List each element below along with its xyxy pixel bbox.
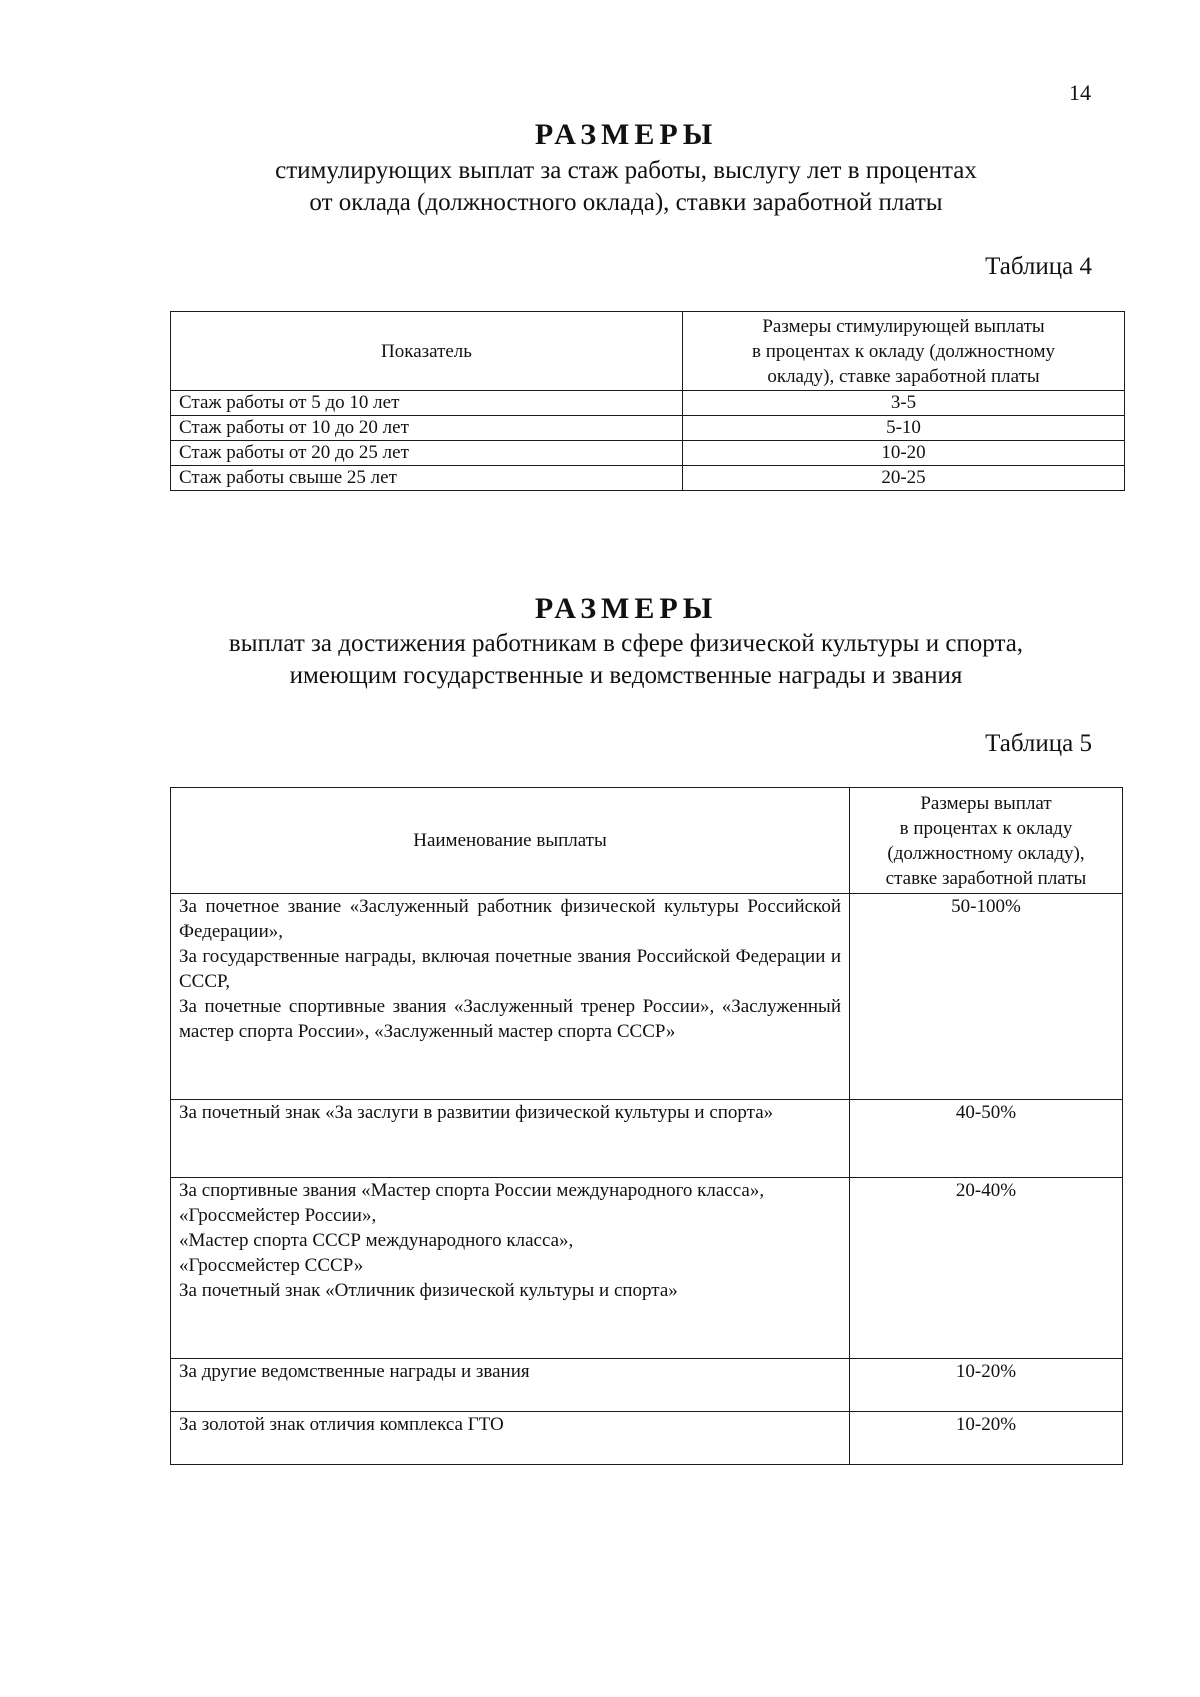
table-row [171, 416, 1125, 441]
section1-subtitle-line: стимулирующих выплат за стаж работы, выслугу лет в процентах [275, 157, 977, 184]
table-row [171, 391, 1125, 416]
table5-name-line: За спортивные звания «Мастер спорта России международного класса», [179, 1180, 765, 1201]
table-row [171, 894, 1123, 1100]
table5-name-line: За золотой знак отличия комплекса ГТО [179, 1414, 504, 1435]
table5 [170, 787, 1123, 1465]
table5-value-cell: 20-40% [850, 1178, 1123, 1359]
table4-indicator-cell: Стаж работы от 20 до 25 лет [171, 441, 683, 466]
table4-label: Таблица 4 [985, 253, 1092, 280]
table5-name-cell [171, 1100, 850, 1178]
table5-name-cell [171, 1359, 850, 1412]
section1-subtitle [140, 155, 1112, 219]
table4-header-row [171, 312, 1125, 391]
table5-header-value-line: в процентах к окладу [899, 817, 1073, 839]
table5-name-line: За почетное звание «Заслуженный работник физической культуры Российской Федерации», [179, 896, 841, 942]
table-row [171, 466, 1125, 491]
section1-subtitle-line: от оклада (должностного оклада), ставки заработной платы [309, 189, 943, 216]
table4-indicator-cell: Стаж работы от 5 до 10 лет [171, 391, 683, 416]
table5-name-line: «Гроссмейстер России», [179, 1205, 377, 1226]
table5-name-cell [171, 1412, 850, 1465]
table5-header-value-line: ставке заработной платы [885, 867, 1087, 889]
section2-subtitle-line: имеющим государственные и ведомственные награды и звания [289, 662, 963, 689]
table4-value-cell: 5-10 [683, 416, 1125, 441]
table-row [171, 441, 1125, 466]
table4-indicator-cell: Стаж работы свыше 25 лет [171, 466, 683, 491]
table4-value-cell: 3-5 [683, 391, 1125, 416]
table-row [171, 1359, 1123, 1412]
table5-name-line: За почетный знак «За заслуги в развитии физической культуры и спорта» [179, 1102, 774, 1123]
section1-heading: РАЗМЕРЫ [534, 118, 718, 151]
table-row [171, 1412, 1123, 1465]
table5-header-row [171, 788, 1123, 894]
table4-indicator-cell: Стаж работы от 10 до 20 лет [171, 416, 683, 441]
table5-header-value-line: Размеры выплат [920, 792, 1052, 814]
table5-header-name: Наименование выплаты [171, 788, 850, 894]
table5-label: Таблица 5 [985, 730, 1092, 757]
table4-header-value-line: в процентах к окладу (должностному [752, 340, 1055, 362]
table-row [171, 1178, 1123, 1359]
table5-name-line: За почетный знак «Отличник физической культуры и спорта» [179, 1280, 678, 1301]
table5-name-line: «Гроссмейстер СССР» [179, 1255, 364, 1276]
table5-value-cell: 10-20% [850, 1412, 1123, 1465]
table4-value-cell: 20-25 [683, 466, 1125, 491]
table5-header-value [850, 788, 1123, 894]
table5-header-value-line: (должностному окладу), [887, 842, 1085, 864]
table5-name-line: За государственные награды, включая почетные звания Российской Федерации и СССР, [179, 946, 841, 992]
table5-value-cell: 10-20% [850, 1359, 1123, 1412]
table4-value-cell: 10-20 [683, 441, 1125, 466]
table4-header-value-line: окладу), ставке заработной платы [767, 365, 1040, 387]
section2-subtitle [140, 628, 1112, 692]
table4 [170, 311, 1125, 491]
table5-name-line: За почетные спортивные звания «Заслуженный тренер России», «Заслуженный мастер спорта России», «Заслуженный мастер спорта СССР» [179, 996, 841, 1042]
section2-heading: РАЗМЕРЫ [534, 592, 718, 625]
table4-header-indicator: Показатель [171, 312, 683, 391]
table5-name-cell [171, 894, 850, 1100]
table4-header-value [683, 312, 1125, 391]
table4-header-value-line: Размеры стимулирующей выплаты [762, 315, 1045, 337]
table5-name-line: За другие ведомственные награды и звания [179, 1361, 530, 1382]
table5-name-cell [171, 1178, 850, 1359]
table5-name-line: «Мастер спорта СССР международного класса», [179, 1230, 574, 1251]
page-number: 14 [1069, 80, 1091, 105]
table5-value-cell: 50-100% [850, 894, 1123, 1100]
table5-value-cell: 40-50% [850, 1100, 1123, 1178]
section2-subtitle-line: выплат за достижения работникам в сфере физической культуры и спорта, [228, 630, 1024, 657]
table-row [171, 1100, 1123, 1178]
